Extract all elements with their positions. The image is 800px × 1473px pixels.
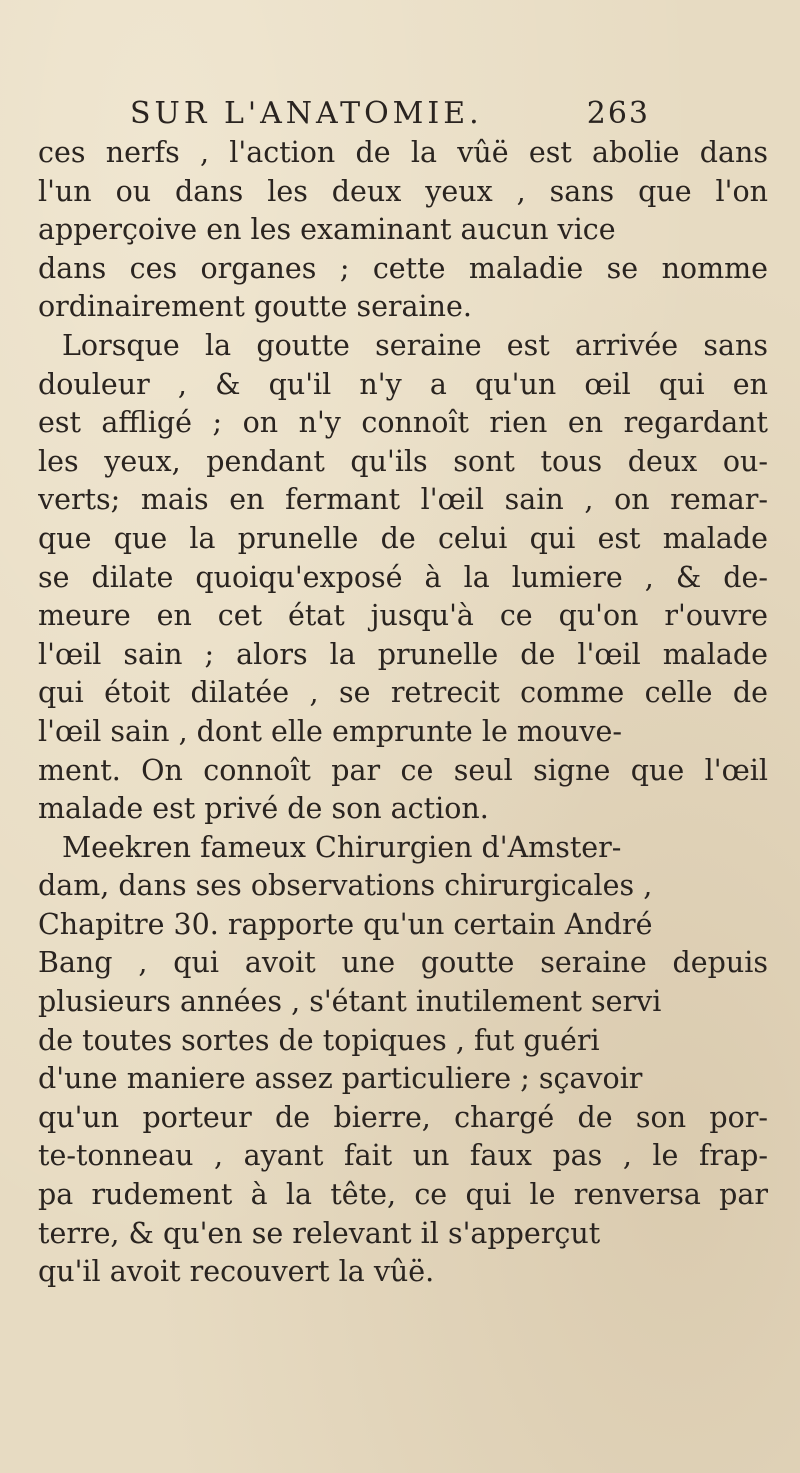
text-line: verts; mais en fermant l'œil sain , on remar- xyxy=(38,483,768,517)
text-line: les yeux, pendant qu'ils sont tous deux ou- xyxy=(38,444,768,478)
page-number: 263 xyxy=(586,96,650,131)
text-line: douleur , & qu'il n'y a qu'un œil qui en xyxy=(38,367,768,401)
text-line: apperçoive en les examinant aucun vice xyxy=(38,213,616,247)
text-line: Chapitre 30. rapporte qu'un certain André xyxy=(38,907,653,941)
text-line: dam, dans ses observations chirurgicales , xyxy=(38,869,653,903)
running-head xyxy=(130,92,650,136)
text-line: l'un ou dans les deux yeux , sans que l'on xyxy=(38,174,768,208)
text-line: ment. On connoît par ce seul signe que l'œil xyxy=(38,753,768,787)
text-line: te-tonneau , ayant fait un faux pas , le frap- xyxy=(38,1139,768,1173)
text-line: qu'un porteur de bierre, chargé de son por- xyxy=(38,1100,768,1134)
text-line: dans ces organes ; cette maladie se nomme xyxy=(38,251,768,285)
text-line: l'œil sain ; alors la prunelle de l'œil malade xyxy=(38,637,768,671)
text-line: meure en cet état jusqu'à ce qu'on r'ouvre xyxy=(38,599,768,633)
text-line: Bang , qui avoit une goutte seraine depuis xyxy=(38,946,768,980)
text-line: terre, & qu'en se relevant il s'apperçut xyxy=(38,1216,601,1250)
text-line: se dilate quoiqu'exposé à la lumiere , & de- xyxy=(38,560,768,594)
text-line: pa rudement à la tête, ce qui le renversa par xyxy=(38,1178,768,1212)
text-line: malade est privé de son action. xyxy=(38,792,489,826)
text-line: qui étoit dilatée , se retrecit comme celle de xyxy=(38,676,768,710)
text-line: d'une maniere assez particuliere ; sçavoir xyxy=(38,1062,643,1096)
paragraph-start-line: Meekren fameux Chirurgien d'Amster- xyxy=(62,830,622,864)
body-text xyxy=(38,134,768,1292)
text-line: ces nerfs , l'action de la vûë est abolie dans xyxy=(38,136,768,169)
text-line: l'œil sain , dont elle emprunte le mouve- xyxy=(38,714,622,748)
text-line: ordinairement goutte seraine. xyxy=(38,290,472,324)
text-line: de toutes sortes de topiques , fut guéri xyxy=(38,1023,600,1057)
text-line: plusieurs années , s'étant inutilement servi xyxy=(38,985,662,1019)
running-title: SUR L'ANATOMIE. xyxy=(130,96,483,131)
paragraph-start-line: Lorsque la goutte seraine est arrivée sans xyxy=(62,328,768,362)
text-line: que que la prunelle de celui qui est malade xyxy=(38,521,768,555)
text-line: est affligé ; on n'y connoît rien en regardant xyxy=(38,406,768,440)
text-line: qu'il avoit recouvert la vûë. xyxy=(38,1255,435,1289)
